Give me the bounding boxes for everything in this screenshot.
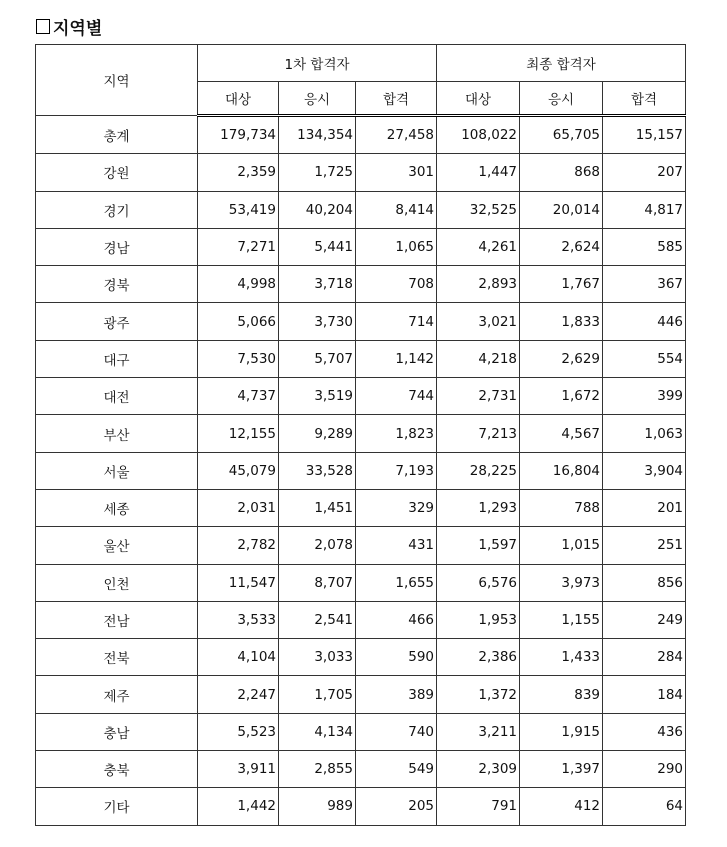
value-cell: 5,066 [198,303,279,340]
value-cell: 4,261 [437,228,520,265]
value-cell: 1,433 [520,639,603,676]
value-cell: 15,157 [603,116,686,154]
region-cell: 대구 [36,340,198,377]
value-cell: 16,804 [520,452,603,489]
value-cell: 5,523 [198,713,279,750]
table-row [36,266,686,303]
value-cell: 3,211 [437,713,520,750]
value-cell: 791 [437,788,520,825]
region-cell: 인천 [36,564,198,601]
value-cell: 7,193 [356,452,437,489]
value-cell: 53,419 [198,191,279,228]
value-cell: 64 [603,788,686,825]
value-cell: 1,655 [356,564,437,601]
table-row [36,378,686,415]
value-cell: 1,672 [520,378,603,415]
value-cell: 436 [603,713,686,750]
section-title-text: 지역별 [53,19,103,39]
region-cell: 강원 [36,154,198,191]
value-cell: 585 [603,228,686,265]
section-title [36,14,102,39]
value-cell: 856 [603,564,686,601]
value-cell: 3,033 [279,639,356,676]
checkbox-square-icon [36,19,50,34]
value-cell: 2,031 [198,489,279,526]
sub-header: 대상 [437,82,520,116]
value-cell: 399 [603,378,686,415]
table-row [36,191,686,228]
value-cell: 2,541 [279,601,356,638]
value-cell: 184 [603,676,686,713]
value-cell: 2,359 [198,154,279,191]
value-cell: 839 [520,676,603,713]
table-row [36,154,686,191]
value-cell: 3,911 [198,751,279,788]
region-cell: 전북 [36,639,198,676]
region-cell: 울산 [36,527,198,564]
value-cell: 2,782 [198,527,279,564]
value-cell: 1,065 [356,228,437,265]
value-cell: 714 [356,303,437,340]
value-cell: 788 [520,489,603,526]
value-cell: 708 [356,266,437,303]
value-cell: 1,397 [520,751,603,788]
sub-header: 합격 [356,82,437,116]
value-cell: 249 [603,601,686,638]
value-cell: 3,519 [279,378,356,415]
sub-header: 합격 [603,82,686,116]
value-cell: 27,458 [356,116,437,154]
value-cell: 744 [356,378,437,415]
value-cell: 1,293 [437,489,520,526]
value-cell: 1,442 [198,788,279,825]
value-cell: 2,386 [437,639,520,676]
value-cell: 7,271 [198,228,279,265]
value-cell: 284 [603,639,686,676]
value-cell: 7,530 [198,340,279,377]
value-cell: 11,547 [198,564,279,601]
value-cell: 3,973 [520,564,603,601]
value-cell: 446 [603,303,686,340]
value-cell: 65,705 [520,116,603,154]
value-cell: 8,414 [356,191,437,228]
value-cell: 1,767 [520,266,603,303]
value-cell: 6,576 [437,564,520,601]
table-row [36,639,686,676]
region-cell: 광주 [36,303,198,340]
value-cell: 4,817 [603,191,686,228]
region-cell: 서울 [36,452,198,489]
value-cell: 3,021 [437,303,520,340]
value-cell: 1,705 [279,676,356,713]
table-row [36,452,686,489]
region-header: 지역 [36,45,198,116]
value-cell: 201 [603,489,686,526]
region-cell: 경기 [36,191,198,228]
value-cell: 5,441 [279,228,356,265]
value-cell: 1,447 [437,154,520,191]
table-row [36,228,686,265]
value-cell: 1,451 [279,489,356,526]
value-cell: 33,528 [279,452,356,489]
value-cell: 1,833 [520,303,603,340]
value-cell: 1,063 [603,415,686,452]
region-cell: 제주 [36,676,198,713]
table-row [36,489,686,526]
region-cell: 전남 [36,601,198,638]
value-cell: 2,855 [279,751,356,788]
value-cell: 1,823 [356,415,437,452]
value-cell: 2,309 [437,751,520,788]
value-cell: 32,525 [437,191,520,228]
value-cell: 1,725 [279,154,356,191]
table-row [36,340,686,377]
value-cell: 9,289 [279,415,356,452]
value-cell: 590 [356,639,437,676]
value-cell: 1,372 [437,676,520,713]
value-cell: 1,155 [520,601,603,638]
value-cell: 466 [356,601,437,638]
value-cell: 251 [603,527,686,564]
value-cell: 1,953 [437,601,520,638]
value-cell: 549 [356,751,437,788]
value-cell: 4,567 [520,415,603,452]
value-cell: 3,904 [603,452,686,489]
table-row [36,713,686,750]
value-cell: 4,218 [437,340,520,377]
value-cell: 1,142 [356,340,437,377]
region-cell: 부산 [36,415,198,452]
group-header-final: 최종 합격자 [437,45,686,82]
value-cell: 12,155 [198,415,279,452]
value-cell: 329 [356,489,437,526]
value-cell: 4,998 [198,266,279,303]
table-row [36,676,686,713]
region-cell: 충남 [36,713,198,750]
value-cell: 20,014 [520,191,603,228]
value-cell: 367 [603,266,686,303]
value-cell: 1,915 [520,713,603,750]
value-cell: 207 [603,154,686,191]
value-cell: 7,213 [437,415,520,452]
value-cell: 4,737 [198,378,279,415]
region-cell: 기타 [36,788,198,825]
sub-header: 대상 [198,82,279,116]
value-cell: 2,624 [520,228,603,265]
region-cell: 대전 [36,378,198,415]
value-cell: 301 [356,154,437,191]
region-cell: 총계 [36,116,198,154]
table-row [36,415,686,452]
value-cell: 389 [356,676,437,713]
table-row [36,751,686,788]
value-cell: 868 [520,154,603,191]
value-cell: 554 [603,340,686,377]
table-row [36,564,686,601]
value-cell: 740 [356,713,437,750]
sub-header: 응시 [520,82,603,116]
region-cell: 세종 [36,489,198,526]
value-cell: 179,734 [198,116,279,154]
table-row [36,788,686,825]
value-cell: 412 [520,788,603,825]
value-cell: 431 [356,527,437,564]
value-cell: 205 [356,788,437,825]
value-cell: 2,078 [279,527,356,564]
value-cell: 40,204 [279,191,356,228]
table-row [36,116,686,154]
value-cell: 134,354 [279,116,356,154]
value-cell: 45,079 [198,452,279,489]
value-cell: 3,718 [279,266,356,303]
region-cell: 경남 [36,228,198,265]
value-cell: 2,629 [520,340,603,377]
value-cell: 5,707 [279,340,356,377]
region-cell: 경북 [36,266,198,303]
value-cell: 1,597 [437,527,520,564]
value-cell: 4,104 [198,639,279,676]
region-cell: 충북 [36,751,198,788]
value-cell: 2,731 [437,378,520,415]
table-row [36,601,686,638]
value-cell: 108,022 [437,116,520,154]
table-row [36,303,686,340]
value-cell: 2,247 [198,676,279,713]
sub-header: 응시 [279,82,356,116]
value-cell: 2,893 [437,266,520,303]
value-cell: 28,225 [437,452,520,489]
group-header-first: 1차 합격자 [198,45,437,82]
region-stats-table [35,44,686,826]
value-cell: 4,134 [279,713,356,750]
value-cell: 3,533 [198,601,279,638]
table-row [36,527,686,564]
value-cell: 1,015 [520,527,603,564]
value-cell: 3,730 [279,303,356,340]
value-cell: 8,707 [279,564,356,601]
value-cell: 989 [279,788,356,825]
value-cell: 290 [603,751,686,788]
